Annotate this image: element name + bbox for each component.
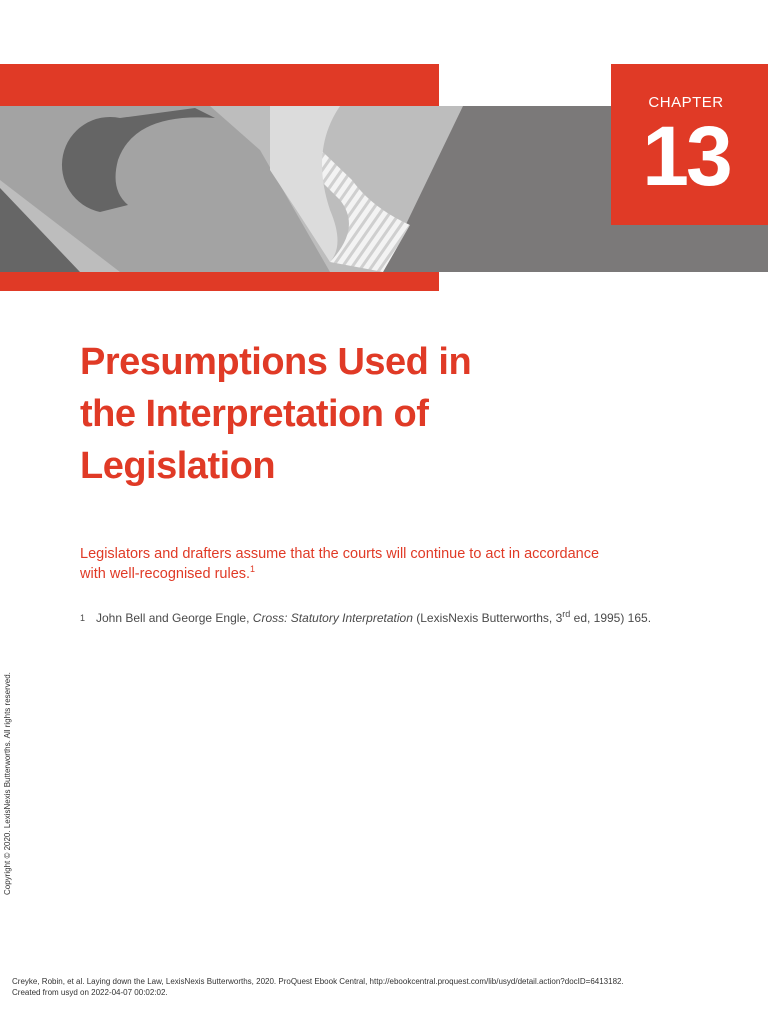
chapter-title-line: Legislation	[80, 445, 276, 487]
source-citation	[12, 976, 752, 998]
copyright-notice: Copyright © 2020. LexisNexis Butterworths. All rights reserved.	[3, 672, 12, 895]
footnote-author: John Bell and George Engle,	[96, 611, 250, 625]
footnote-publication: (LexisNexis Butterworths, 3	[416, 611, 563, 625]
footnote-publication-end: ed, 1995) 165.	[573, 611, 652, 625]
chapter-badge	[611, 64, 768, 225]
chapter-title	[80, 336, 600, 492]
footnote	[80, 610, 700, 626]
chapter-number: 13	[642, 109, 730, 203]
chapter-epigraph	[80, 544, 640, 584]
footnote-book-title: Cross: Statutory Interpretation	[252, 611, 413, 625]
footnote-marker: 1	[80, 613, 86, 623]
epigraph-line: with well-recognised rules.	[80, 566, 251, 582]
chapter-label: CHAPTER	[648, 94, 724, 111]
epigraph-line: Legislators and drafters assume that the courts will continue to act in accordance	[80, 546, 600, 562]
source-created-line: Created from usyd on 2022-04-07 00:02:02.	[12, 988, 168, 997]
chapter-title-line: the Interpretation of	[80, 393, 429, 435]
footnote-reference[interactable]: 1	[250, 564, 256, 575]
chapter-title-line: Presumptions Used in	[80, 341, 472, 383]
source-citation-line: Creyke, Robin, et al. Laying down the Law, LexisNexis Butterworths, 2020. ProQuest Ebook Central, http://ebookcentral.proquest.com/lib/usyd/detail.action?docID=6413182.	[12, 977, 624, 986]
footnote-edition-suffix: rd	[562, 609, 571, 619]
